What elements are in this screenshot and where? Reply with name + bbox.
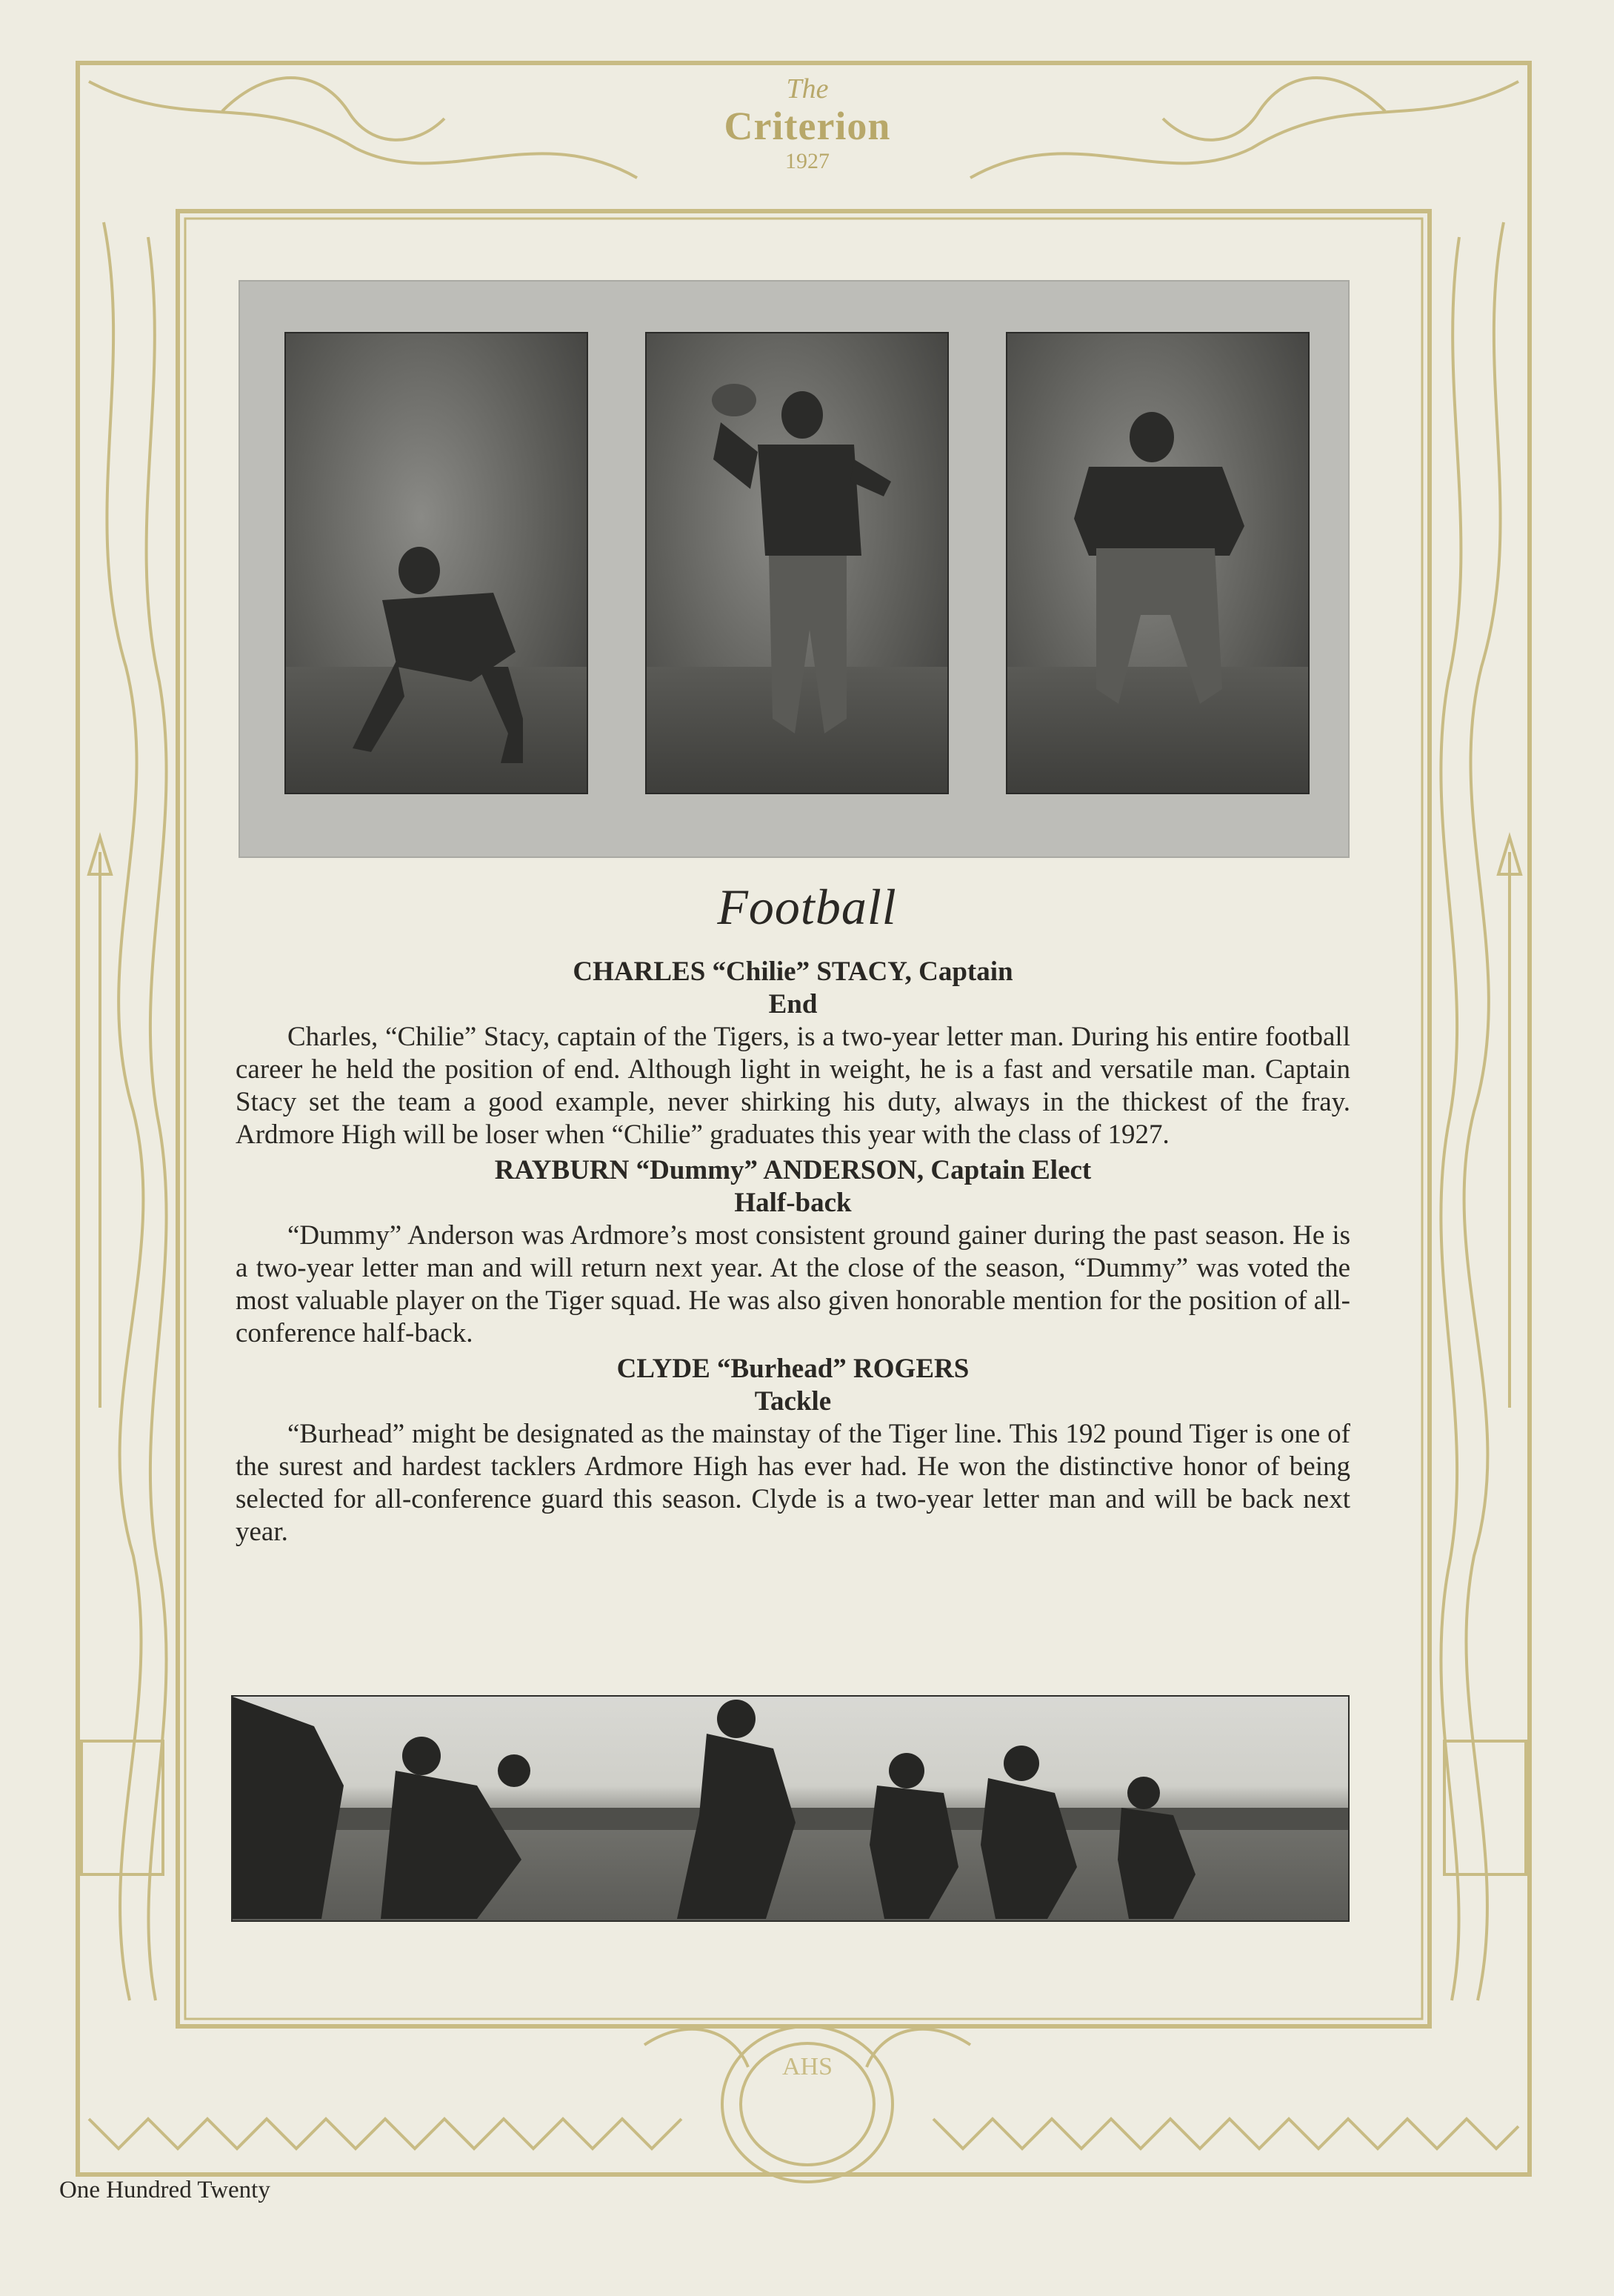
player-bios bbox=[236, 956, 1350, 1551]
masthead-year: 1927 bbox=[785, 149, 830, 173]
crest-text: AHS bbox=[781, 2053, 833, 2080]
player-position: Tackle bbox=[754, 1386, 832, 1417]
player-passing-photo bbox=[645, 332, 949, 794]
player-bio: Charles, “Chilie” Stacy, captain of the Tigers, is a two-year letter man. During his entire football career he held the position of end. Although light in weight, he is a fast and versatile man. Captain Stacy set the team a good example, never shirking his duty, always in the thickest of the fray. Ardmore High will be loser when “Chilie” graduates this year with the class of 1927. bbox=[236, 1022, 1350, 1150]
masthead-title: Criterion bbox=[724, 104, 891, 148]
game-action-photo bbox=[231, 1695, 1350, 1922]
masthead-the: The bbox=[786, 73, 829, 104]
player-position: End bbox=[768, 989, 818, 1019]
masthead bbox=[652, 74, 963, 175]
player-heading: CHARLES “Chilie” STACY, Captain bbox=[573, 956, 1013, 987]
stance-player-figure bbox=[1007, 333, 1308, 793]
player-heading: CLYDE “Burhead” ROGERS bbox=[616, 1354, 970, 1384]
player-photo-panel bbox=[239, 280, 1350, 858]
passing-player-figure bbox=[647, 333, 947, 793]
player-heading: RAYBURN “Dummy” ANDERSON, Captain Elect bbox=[494, 1155, 1092, 1185]
page-number: One Hundred Twenty bbox=[59, 2177, 270, 2203]
player-bio: “Burhead” might be designated as the mainstay of the Tiger line. This 192 pound Tiger is one of the surest and hardest tacklers Ardmore High has ever had. He won the distinctive honor of being selected for all-conference guard this season. Clyde is a two-year letter man and will be back next year. bbox=[236, 1419, 1350, 1547]
player-position: Half-back bbox=[734, 1188, 852, 1218]
game-action-figures bbox=[233, 1697, 1348, 1920]
player-bio: “Dummy” Anderson was Ardmore’s most consistent ground gainer during the past season. He is a two-year letter man and will return next year. At the close of the season, “Dummy” was voted the most valuable player on the Tiger squad. He was also given honorable mention for the position of all-conference half-back. bbox=[236, 1220, 1350, 1348]
player-stance-photo bbox=[1006, 332, 1310, 794]
page-title: Football bbox=[717, 879, 897, 935]
crouching-player-figure bbox=[286, 333, 587, 793]
player-crouching-photo bbox=[284, 332, 588, 794]
